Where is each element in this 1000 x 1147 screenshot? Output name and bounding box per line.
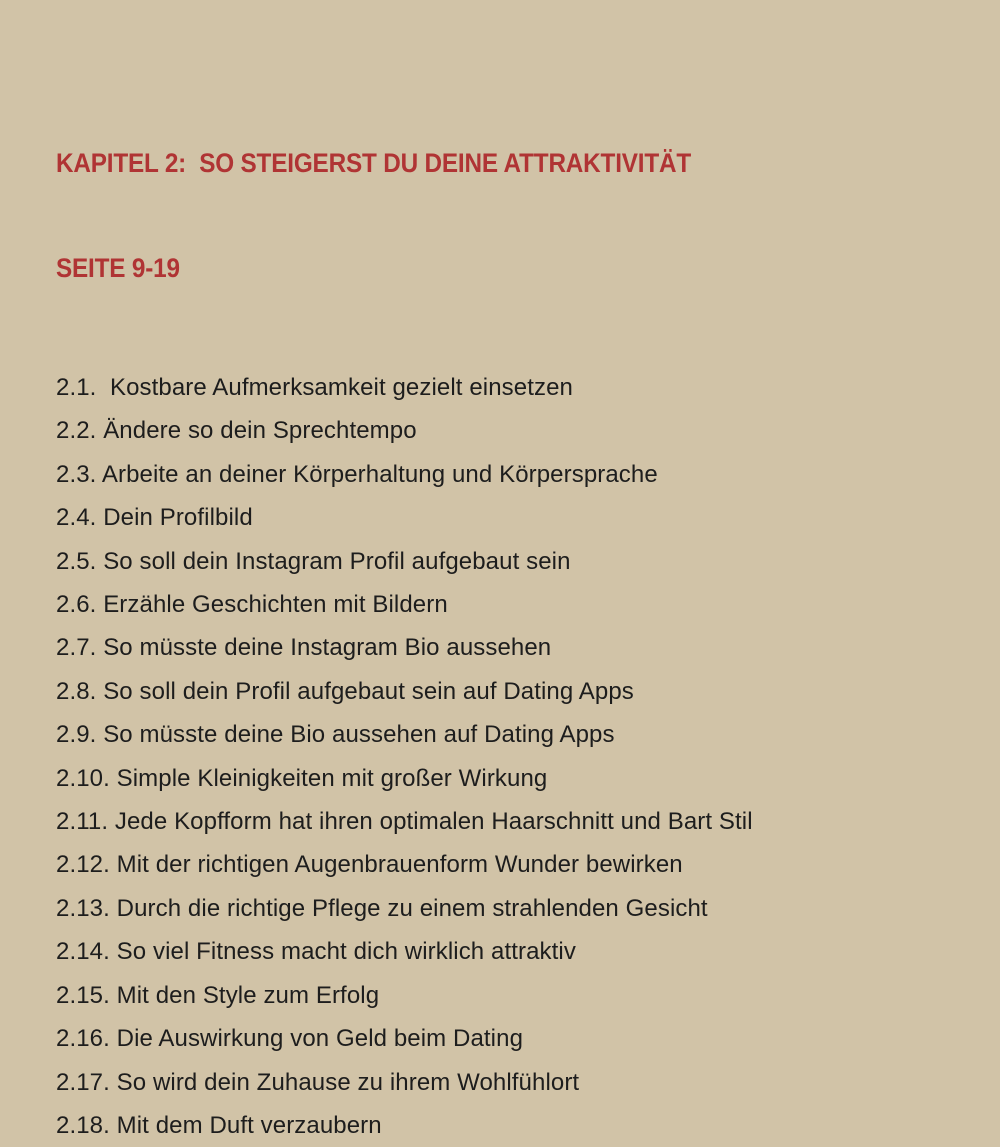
toc-item: 2.5. So soll dein Instagram Profil aufgebaut sein <box>56 547 571 575</box>
toc-item: 2.9. So müsste deine Bio aussehen auf Dating Apps <box>56 721 615 749</box>
toc-item: 2.7. So müsste deine Instagram Bio aussehen <box>56 634 552 662</box>
toc-item: 2.17. So wird dein Zuhause zu ihrem Wohlfühlort <box>56 1068 580 1096</box>
toc-item: 2.13. Durch die richtige Pflege zu einem strahlenden Gesicht <box>56 894 708 922</box>
chapter-title: KAPITEL 2: SO STEIGERST DU DEINE ATTRAKTIVITÄT <box>56 148 692 178</box>
chapter-pages-row <box>56 251 970 286</box>
toc-list <box>56 366 970 1147</box>
chapter-page-range: SEITE 9-19 <box>56 253 180 283</box>
toc-item: 2.11. Jede Kopfform hat ihren optimalen Haarschnitt und Bart Stil <box>56 808 753 836</box>
toc-item: 2.12. Mit der richtigen Augenbrauenform Wunder bewirken <box>56 851 683 879</box>
chapter-heading <box>56 76 970 356</box>
chapter-title-row <box>56 146 970 181</box>
toc-item: 2.6. Erzähle Geschichten mit Bildern <box>56 591 448 619</box>
toc-item: 2.3. Arbeite an deiner Körperhaltung und Körpersprache <box>56 460 658 488</box>
toc-item: 2.10. Simple Kleinigkeiten mit großer Wirkung <box>56 764 548 792</box>
toc-item: 2.15. Mit den Style zum Erfolg <box>56 981 380 1009</box>
toc-item: 2.8. So soll dein Profil aufgebaut sein auf Dating Apps <box>56 677 634 705</box>
toc-item: 2.2. Ändere so dein Sprechtempo <box>56 417 417 445</box>
toc-item: 2.1. Kostbare Aufmerksamkeit gezielt einsetzen <box>56 374 573 401</box>
toc-item: 2.18. Mit dem Duft verzaubern <box>56 1111 382 1139</box>
toc-item: 2.14. So viel Fitness macht dich wirklich attraktiv <box>56 938 576 966</box>
toc-item: 2.4. Dein Profilbild <box>56 504 253 532</box>
toc-item: 2.16. Die Auswirkung von Geld beim Dating <box>56 1025 524 1053</box>
